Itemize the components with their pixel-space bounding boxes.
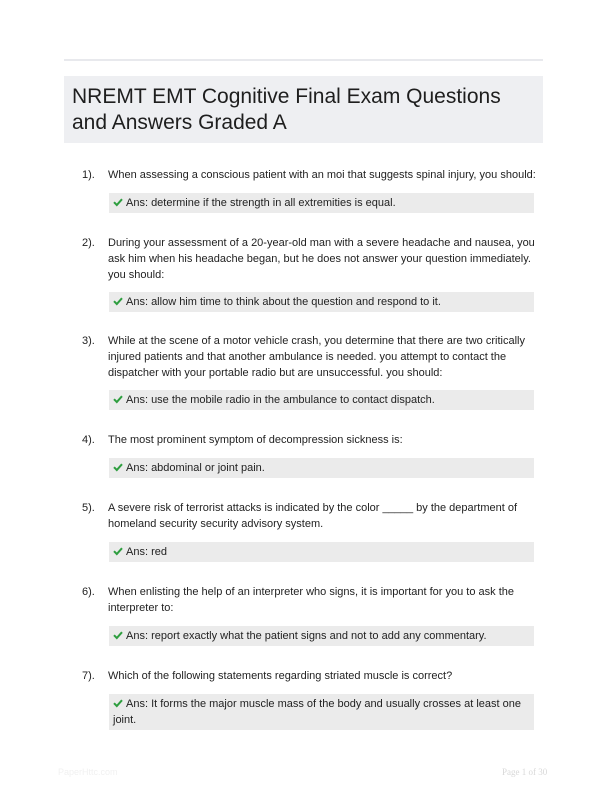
question-number: 4). — [82, 434, 95, 446]
question-number: 6). — [82, 586, 95, 598]
answer-text: Ans: abdominal or joint pain. — [126, 462, 265, 474]
title-banner — [64, 76, 543, 143]
question-text: When enlisting the help of an interpreter who signs, it is important for you to ask the interpreter to: — [108, 586, 514, 614]
question-text: A severe risk of terrorist attacks is indicated by the color _____ by the department of homeland security security advisory system. — [108, 502, 518, 530]
question-number: 5). — [82, 502, 95, 514]
question-number: 2). — [82, 237, 95, 249]
answer-text: Ans: It forms the major muscle mass of the body and usually crosses at least one joint. — [113, 698, 521, 726]
question-number: 3). — [82, 335, 95, 347]
answer-box — [109, 193, 534, 213]
answer-box — [109, 390, 534, 410]
page-number: Page 1 of 30 — [502, 767, 548, 777]
answer-box — [109, 292, 534, 312]
question-text: When assessing a conscious patient with an moi that suggests spinal injury, you should: — [108, 169, 536, 181]
top-divider — [64, 59, 543, 61]
answer-box — [109, 626, 534, 646]
question-number: 7). — [82, 670, 95, 682]
watermark: PaperHttc.com — [58, 767, 118, 777]
question-text: Which of the following statements regarding striated muscle is correct? — [108, 670, 453, 682]
answer-box — [109, 694, 534, 730]
checkmark-icon — [113, 394, 123, 404]
answer-text: Ans: determine if the strength in all extremities is equal. — [126, 197, 396, 209]
checkmark-icon — [113, 197, 123, 207]
checkmark-icon — [113, 546, 123, 556]
checkmark-icon — [113, 462, 123, 472]
question-text: While at the scene of a motor vehicle crash, you determine that there are two critically injured patients and that another ambulance is needed. you attempt to contact the dispatcher with your portable radio but are unsuccessful. you should: — [108, 335, 525, 379]
checkmark-icon — [113, 296, 123, 306]
question-text: During your assessment of a 20-year-old man with a severe headache and nausea, you ask him when his headache began, but he does not answer your question immediately. you should: — [108, 237, 535, 281]
question-text: The most prominent symptom of decompression sickness is: — [108, 434, 403, 446]
document-title: NREMT EMT Cognitive Final Exam Questions and Answers Graded A — [72, 85, 501, 134]
answer-text: Ans: red — [126, 546, 167, 558]
checkmark-icon — [113, 698, 123, 708]
answer-text: Ans: report exactly what the patient signs and not to add any commentary. — [126, 630, 487, 642]
answer-box — [109, 458, 534, 478]
question-number: 1). — [82, 169, 95, 181]
checkmark-icon — [113, 630, 123, 640]
answer-box — [109, 542, 534, 562]
answer-text: Ans: use the mobile radio in the ambulance to contact dispatch. — [126, 394, 435, 406]
answer-text: Ans: allow him time to think about the question and respond to it. — [126, 296, 441, 308]
